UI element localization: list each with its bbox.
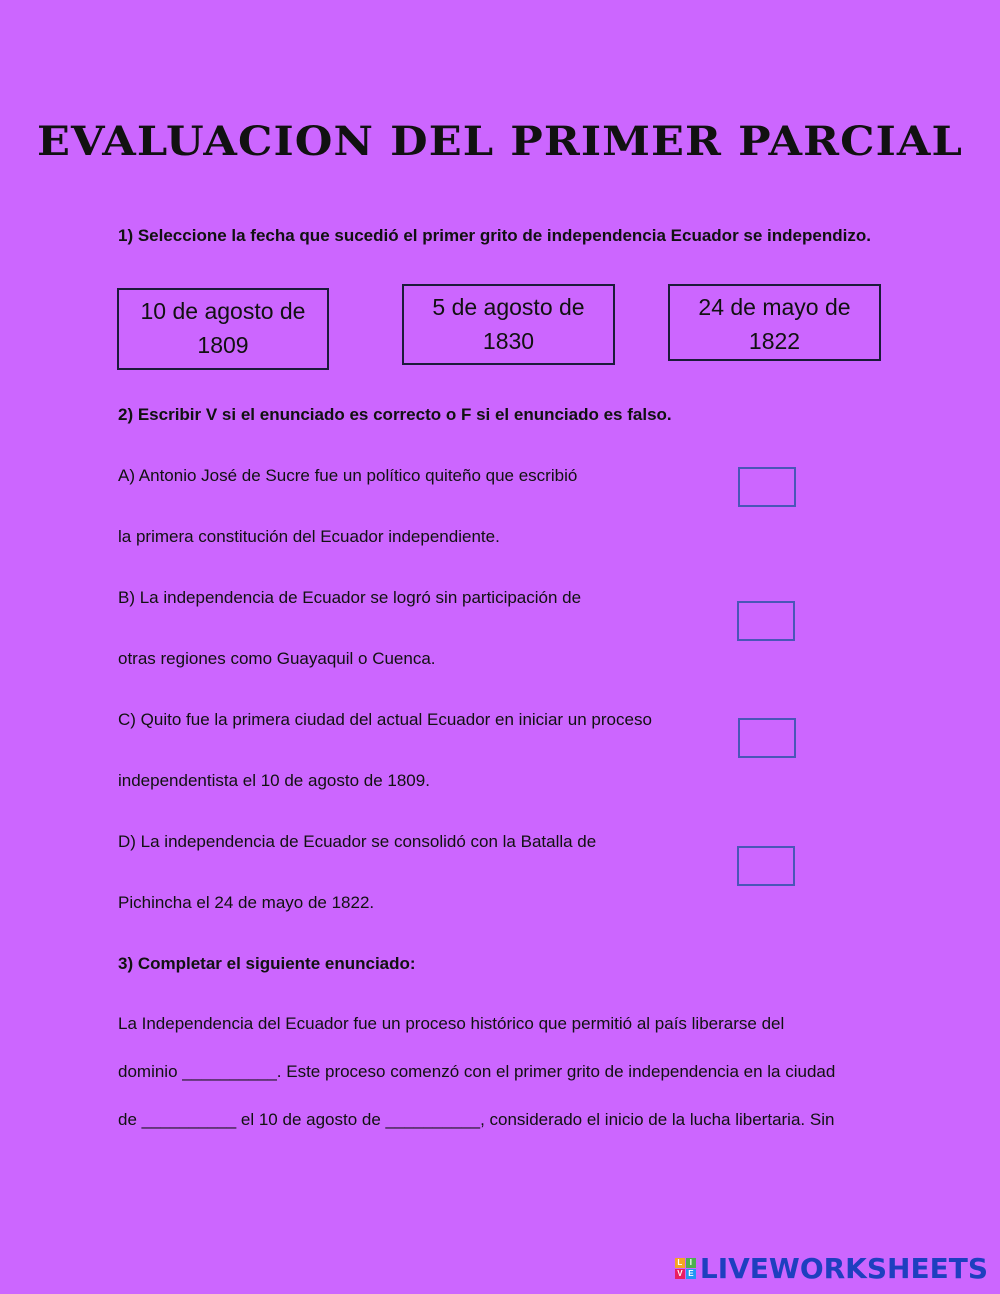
option-1830[interactable] [402,284,615,365]
fill-text-line2: dominio __________. Este proceso comenzó con el primer grito de independencia en la ciudad [118,1062,836,1081]
statement-b-line1: B) La independencia de Ecuador se logró sin participación de [118,588,582,607]
logo-letter: V [675,1269,685,1279]
option-label: 1822 [748,328,801,354]
question-2: 2) Escribir V si el enunciado es correcto o F si el enunciado es falso. [118,405,672,424]
option-label: 10 de agosto de [140,298,306,324]
logo-letter: L [675,1258,685,1268]
answer-box-c[interactable] [738,718,796,758]
liveworksheets-logo[interactable] [675,1252,988,1285]
statement-d-line2: Pichincha el 24 de mayo de 1822. [118,893,375,912]
statement-d-line1: D) La independencia de Ecuador se consolidó con la Batalla de [118,832,597,851]
option-label: 24 de mayo de [698,294,851,320]
option-1809[interactable] [117,288,329,370]
option-label: 1830 [482,328,535,354]
logo-letter: E [686,1269,696,1279]
fill-text-line1: La Independencia del Ecuador fue un proceso histórico que permitió al país liberarse del [118,1014,785,1033]
page-title: EVALUACION DEL PRIMER PARCIAL [37,118,963,165]
fill-text-line3: de __________ el 10 de agosto de __________, considerado el inicio de la lucha libertaria. Sin [118,1110,835,1129]
statement-b-line2: otras regiones como Guayaquil o Cuenca. [118,649,436,668]
option-label: 1809 [197,332,249,358]
answer-box-a[interactable] [738,467,796,507]
statement-a-line2: la primera constitución del Ecuador independiente. [118,527,500,546]
answer-box-b[interactable] [737,601,795,641]
option-1822[interactable] [668,284,881,361]
statement-c-line2: independentista el 10 de agosto de 1809. [118,771,430,790]
option-label: 5 de agosto de [432,294,585,320]
logo-letter: I [686,1258,696,1268]
statement-c-line1: C) Quito fue la primera ciudad del actual Ecuador en iniciar un proceso [118,710,652,729]
logo-mark-icon [675,1258,696,1279]
statement-a-line1: A) Antonio José de Sucre fue un político quiteño que escribió [118,466,578,485]
answer-box-d[interactable] [737,846,795,886]
logo-text: LIVEWORKSHEETS [699,1252,988,1285]
question-1: 1) Seleccione la fecha que sucedió el primer grito de independencia Ecuador se independizo. [118,226,871,245]
question-3: 3) Completar el siguiente enunciado: [118,954,416,973]
